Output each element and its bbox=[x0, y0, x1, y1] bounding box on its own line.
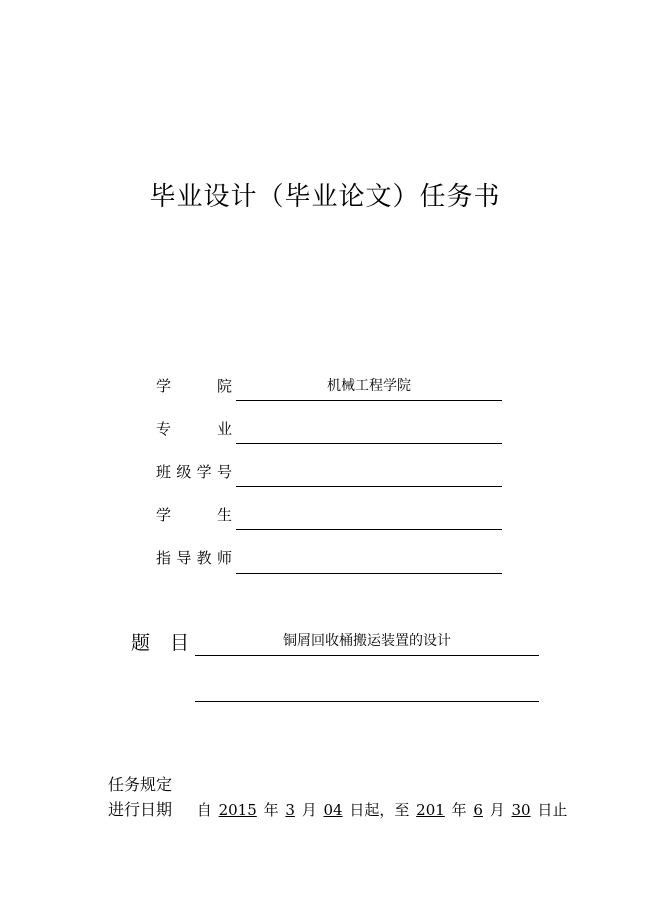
topic-line-1 bbox=[195, 655, 539, 656]
topic-label bbox=[131, 628, 189, 655]
date-row bbox=[108, 797, 567, 820]
page-title: 毕业设计（毕业论文）任务书 bbox=[149, 182, 501, 212]
label-char: 学 bbox=[196, 463, 212, 481]
start-month: 3 bbox=[285, 801, 295, 819]
end-month: 6 bbox=[473, 801, 483, 819]
month-char: 月 bbox=[489, 801, 505, 819]
major-field-line bbox=[236, 443, 502, 444]
start-suffix: 日起，至 bbox=[349, 801, 410, 819]
start-year: 2015 bbox=[218, 801, 257, 819]
label-char: 导 bbox=[176, 549, 192, 567]
college-field-line bbox=[236, 400, 502, 401]
start-day: 04 bbox=[323, 801, 343, 819]
end-suffix: 日止 bbox=[537, 801, 568, 819]
label-char: 院 bbox=[216, 377, 232, 395]
label-char: 题 bbox=[131, 632, 151, 654]
label-char: 班 bbox=[156, 463, 172, 481]
field-label-college bbox=[156, 375, 232, 396]
label-char: 业 bbox=[216, 420, 232, 438]
advisor-field-line bbox=[236, 573, 502, 574]
end-year: 201 bbox=[416, 801, 445, 819]
label-char: 教 bbox=[196, 549, 212, 567]
label-char: 目 bbox=[169, 632, 189, 654]
label-char: 专 bbox=[156, 420, 172, 438]
date-from: 自 bbox=[196, 801, 212, 819]
label-char: 生 bbox=[216, 506, 232, 524]
label-char: 学 bbox=[156, 377, 172, 395]
topic-line-2 bbox=[195, 701, 539, 702]
task-rule-label: 任务规定 bbox=[108, 775, 173, 794]
month-char: 月 bbox=[301, 801, 317, 819]
end-day: 30 bbox=[511, 801, 531, 819]
year-char: 年 bbox=[263, 801, 279, 819]
label-char: 级 bbox=[176, 463, 192, 481]
field-label-student bbox=[156, 504, 232, 525]
field-label-class-id bbox=[156, 461, 232, 482]
college-value: 机械工程学院 bbox=[327, 378, 411, 394]
label-char: 指 bbox=[156, 549, 172, 567]
student-field-line bbox=[236, 529, 502, 530]
topic-value: 铜屑回收桶搬运装置的设计 bbox=[283, 633, 451, 649]
field-label-advisor bbox=[156, 547, 232, 568]
label-char: 师 bbox=[216, 549, 232, 567]
year-char: 年 bbox=[451, 801, 467, 819]
field-label-major bbox=[156, 418, 232, 439]
date-label: 进行日期 bbox=[108, 800, 173, 819]
class-id-field-line bbox=[236, 486, 502, 487]
label-char: 学 bbox=[156, 506, 172, 524]
label-char: 号 bbox=[216, 463, 232, 481]
